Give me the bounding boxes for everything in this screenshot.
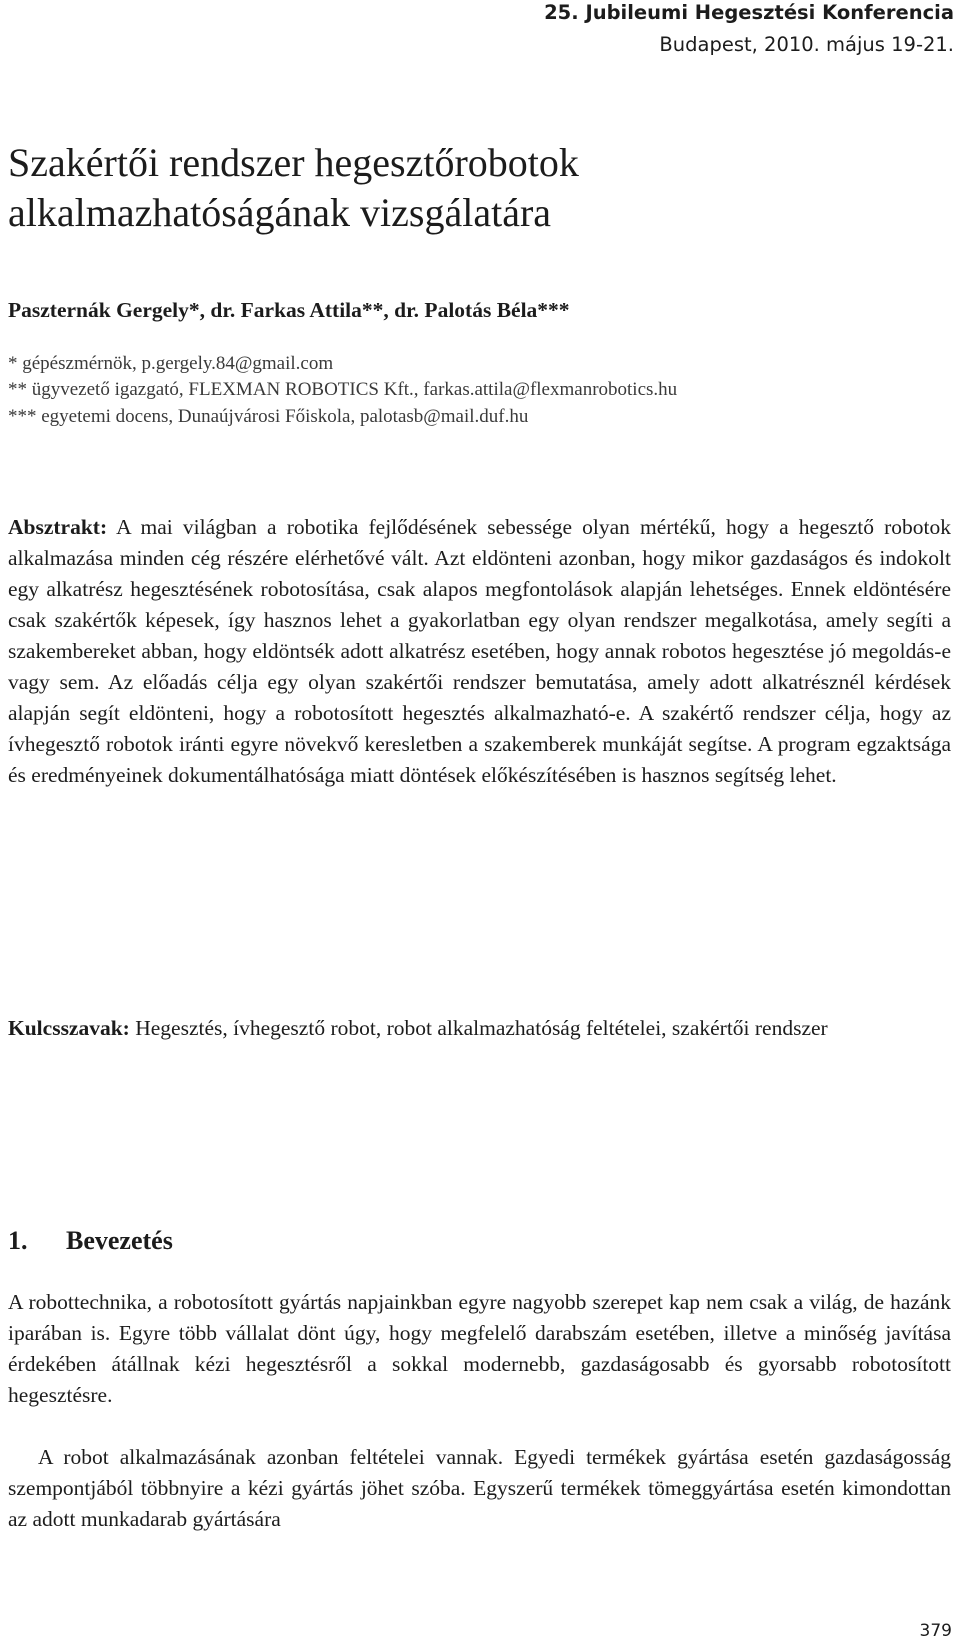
page-number: 379 bbox=[919, 1621, 952, 1641]
affiliation-3: *** egyetemi docens, Dunaújvárosi Főiskola, palotasb@mail.duf.hu bbox=[8, 406, 529, 427]
body-paragraph-1: A robottechnika, a robotosított gyártás napjainkban egyre nagyobb szerepet kap nem csak a világ, de hazánk iparában is. Egyre több vállalat dönt úgy, hogy megfelelő darabszám esetében, illetve a minőség javítása érdekében átállnak kézi hegesztésről a sokkal modernebb, gazdaságosabb és gyorsabb robotosított hegesztésre. bbox=[8, 1290, 951, 1407]
keywords bbox=[8, 1013, 951, 1044]
conference-location-date: Budapest, 2010. május 19-21. bbox=[659, 33, 954, 56]
keywords-label: Kulcsszavak: bbox=[8, 1016, 130, 1040]
body-paragraph-2: A robot alkalmazásának azonban feltételei vannak. Egyedi termékek gyártása esetén gazdaságosság szempontjából többnyire a kézi gyártás jöhet szóba. Egyszerű termékek tömeggyártása esetén kimondottan az adott munkadarab gyártására bbox=[8, 1445, 951, 1531]
abstract-label: Absztrakt: bbox=[8, 515, 108, 539]
section-number: 1. bbox=[8, 1226, 28, 1255]
abstract-text: A mai világban a robotika fejlődésének sebessége olyan mértékű, hogy a hegesztő robotok alkalmazása minden cég részére elérhetővé vált. Azt eldönteni azonban, hogy mikor gazdaságos és indokolt egy alkatrész hegesztésének robotosítása, csak alapos megfontolások alapján lehetséges. Ennek eldöntésére csak szakértők képesek, így hasznos lehet a gyakorlatban egy olyan rendszer megalkotása, amely segíti a szakembereket abban, hogy eldöntsék adott alkatrész esetében, hogy annak robotos hegesztése jó megoldás-e vagy sem. Az előadás célja egy olyan szakértői rendszer bemutatása, amely adott alkatrésznél kérdések alapján segít eldönteni, hogy a robotosított hegesztés alkalmazható-e. A szakértő rendszer célja, hogy az ívhegesztő robotok iránti egyre növekvő keresletben a szakemberek munkáját segítse. A program egzaktsága és eredményeinek dokumentálhatósága miatt döntések előkészítésében is hasznos segítség lehet. bbox=[8, 515, 951, 787]
section-title: Bevezetés bbox=[66, 1226, 173, 1255]
author-list: Paszternák Gergely*, dr. Farkas Attila**, dr. Palotás Béla*** bbox=[8, 298, 570, 322]
abstract bbox=[8, 512, 951, 791]
conference-name: 25. Jubileumi Hegesztési Konferencia bbox=[544, 1, 954, 24]
paper-title-line2: alkalmazhatóságának vizsgálatára bbox=[8, 190, 552, 235]
keywords-text: Hegesztés, ívhegesztő robot, robot alkalmazhatóság feltételei, szakértői rendszer bbox=[129, 1016, 828, 1040]
affiliation-1: * gépészmérnök, p.gergely.84@gmail.com bbox=[8, 353, 334, 374]
affiliation-2: ** ügyvezető igazgató, FLEXMAN ROBOTICS Kft., farkas.attila@flexmanrobotics.hu bbox=[8, 379, 678, 400]
paper-title-line1: Szakértői rendszer hegesztőrobotok bbox=[8, 140, 579, 185]
paper-title bbox=[8, 138, 579, 238]
section-heading bbox=[8, 1225, 173, 1257]
